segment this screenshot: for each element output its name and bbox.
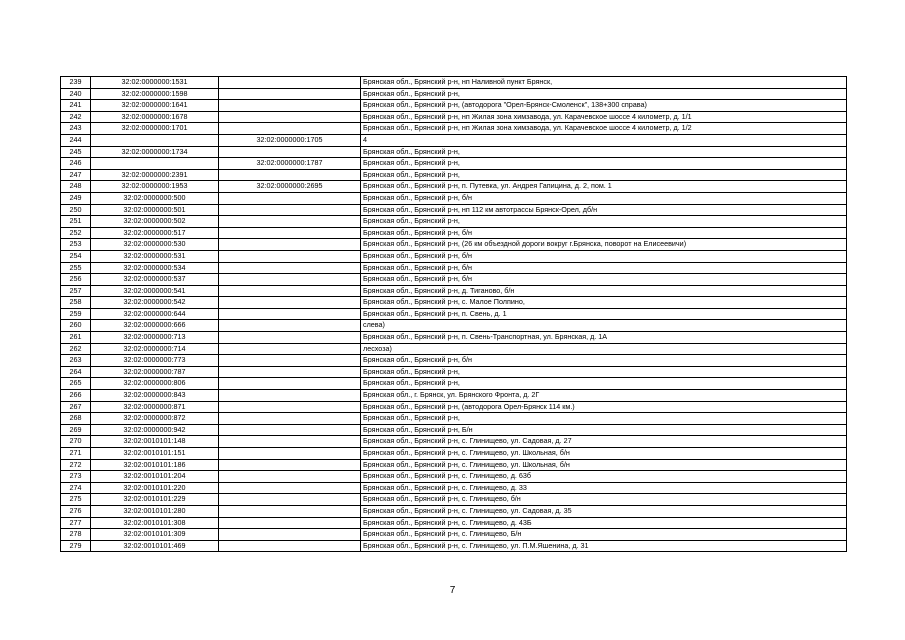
cadastral-number-cell: 32:02:0010101:308 [91,517,219,529]
row-number-cell: 277 [61,517,91,529]
cadastral-number-cell: 32:02:0000000:714 [91,343,219,355]
cadastral-number-2-cell [219,100,361,112]
cadastral-number-cell: 32:02:0010101:151 [91,448,219,460]
address-cell: Брянская обл., Брянский р-н, б/н [361,355,847,367]
row-number-cell: 267 [61,401,91,413]
cadastral-number-cell: 32:02:0000000:713 [91,332,219,344]
cadastral-number-cell: 32:02:0010101:229 [91,494,219,506]
cadastral-number-2-cell [219,459,361,471]
table-row [61,459,847,471]
address-cell: Брянская обл., Брянский р-н, [361,378,847,390]
cadastral-number-2-cell [219,332,361,344]
table-row [61,111,847,123]
row-number-cell: 263 [61,355,91,367]
table-row [61,77,847,89]
address-cell: слева) [361,320,847,332]
address-cell: Брянская обл., Брянский р-н, [361,146,847,158]
row-number-cell: 260 [61,320,91,332]
cadastral-number-2-cell [219,424,361,436]
table-row [61,378,847,390]
cadastral-number-cell: 32:02:0000000:872 [91,413,219,425]
address-cell: Брянская обл., Брянский р-н, б/н [361,250,847,262]
row-number-cell: 240 [61,88,91,100]
row-number-cell: 259 [61,308,91,320]
cadastral-number-cell [91,158,219,170]
cadastral-number-2-cell: 32:02:0000000:2695 [219,181,361,193]
table-row [61,505,847,517]
address-cell: Брянская обл., Брянский р-н, б/н [361,274,847,286]
row-number-cell: 252 [61,227,91,239]
cadastral-number-cell: 32:02:0000000:1953 [91,181,219,193]
cadastral-number-2-cell [219,366,361,378]
row-number-cell: 247 [61,169,91,181]
address-cell: Брянская обл., Брянский р-н, б/н [361,227,847,239]
address-cell: 4 [361,134,847,146]
cadastral-number-2-cell [219,505,361,517]
address-cell: Брянская обл., Брянский р-н, нп Жилая зона химзавода, ул. Карачевское шоссе 4 километр, д. 1/1 [361,111,847,123]
table-row [61,88,847,100]
cadastral-number-2-cell [219,77,361,89]
table-row [61,343,847,355]
address-cell: Брянская обл., Брянский р-н, нп Наливной пункт Брянск, [361,77,847,89]
table-row [61,320,847,332]
table-body [61,77,847,552]
cadastral-number-cell: 32:02:0000000:530 [91,239,219,251]
row-number-cell: 251 [61,216,91,228]
cadastral-number-2-cell [219,169,361,181]
cadastral-number-cell: 32:02:0010101:309 [91,529,219,541]
cadastral-number-cell: 32:02:0000000:500 [91,192,219,204]
address-cell: Брянская обл., Брянский р-н, нп 112 км автотрассы Брянск-Орел, дб/н [361,204,847,216]
cadastral-number-cell: 32:02:0000000:1734 [91,146,219,158]
table-row [61,448,847,460]
cadastral-number-2-cell [219,192,361,204]
address-cell: Брянская обл., Брянский р-н, с. Глинищево, д. 63б [361,471,847,483]
row-number-cell: 249 [61,192,91,204]
cadastral-number-2-cell: 32:02:0000000:1705 [219,134,361,146]
address-cell: Брянская обл., Брянский р-н, с. Глинищево, ул. П.М.Яшенина, д. 31 [361,540,847,552]
address-cell: Брянская обл., Брянский р-н, с. Глинищево, ул. Школьная, б/н [361,448,847,460]
row-number-cell: 241 [61,100,91,112]
table-row [61,204,847,216]
address-cell: Брянская обл., Брянский р-н, [361,216,847,228]
cadastral-number-cell: 32:02:0000000:773 [91,355,219,367]
address-cell: Брянская обл., Брянский р-н, с. Малое Полпино, [361,297,847,309]
cadastral-number-2-cell [219,111,361,123]
address-cell: Брянская обл., Брянский р-н, [361,158,847,170]
cadastral-number-cell: 32:02:0000000:537 [91,274,219,286]
address-cell: Брянская обл., г. Брянск, ул. Брянского Фронта, д. 2Г [361,390,847,402]
cadastral-number-2-cell [219,517,361,529]
cadastral-number-cell: 32:02:0000000:942 [91,424,219,436]
cadastral-number-2-cell [219,401,361,413]
row-number-cell: 253 [61,239,91,251]
cadastral-number-2-cell [219,274,361,286]
cadastral-number-2-cell [219,529,361,541]
address-cell: Брянская обл., Брянский р-н, с. Глинищево, ул. Садовая, д. 27 [361,436,847,448]
cadastral-number-2-cell [219,297,361,309]
address-cell: Брянская обл., Брянский р-н, [361,88,847,100]
cadastral-number-cell: 32:02:0000000:541 [91,285,219,297]
address-cell: Брянская обл., Брянский р-н, п. Свень, д. 1 [361,308,847,320]
table-row [61,436,847,448]
cadastral-number-2-cell [219,494,361,506]
table-row [61,134,847,146]
table-row [61,285,847,297]
cadastral-number-2-cell: 32:02:0000000:1787 [219,158,361,170]
cadastral-number-2-cell [219,390,361,402]
cadastral-number-cell: 32:02:0010101:148 [91,436,219,448]
address-cell: Брянская обл., Брянский р-н, п. Свень-Транспортная, ул. Брянская, д. 1А [361,332,847,344]
cadastral-number-2-cell [219,285,361,297]
cadastral-number-2-cell [219,320,361,332]
row-number-cell: 264 [61,366,91,378]
cadastral-number-2-cell [219,239,361,251]
address-cell: Брянская обл., Брянский р-н, [361,413,847,425]
row-number-cell: 254 [61,250,91,262]
table-row [61,308,847,320]
table-row [61,355,847,367]
row-number-cell: 279 [61,540,91,552]
cadastral-number-2-cell [219,413,361,425]
row-number-cell: 266 [61,390,91,402]
row-number-cell: 262 [61,343,91,355]
address-cell: Брянская обл., Брянский р-н, нп Жилая зона химзавода, ул. Карачевское шоссе 4 километр, д. 1/2 [361,123,847,135]
cadastral-number-cell: 32:02:0010101:469 [91,540,219,552]
row-number-cell: 250 [61,204,91,216]
row-number-cell: 265 [61,378,91,390]
row-number-cell: 272 [61,459,91,471]
cadastral-number-cell: 32:02:0000000:502 [91,216,219,228]
table-row [61,297,847,309]
address-cell: Брянская обл., Брянский р-н, с. Глинищево, д. 43Б [361,517,847,529]
row-number-cell: 275 [61,494,91,506]
row-number-cell: 261 [61,332,91,344]
table-row [61,239,847,251]
cadastral-number-cell: 32:02:0000000:501 [91,204,219,216]
address-cell: Брянская обл., Брянский р-н, [361,366,847,378]
table-row [61,181,847,193]
cadastral-number-cell: 32:02:0000000:1531 [91,77,219,89]
cadastral-number-2-cell [219,308,361,320]
cadastral-number-2-cell [219,216,361,228]
address-cell: Брянская обл., Брянский р-н, (автодорога Орел-Брянск 114 км.) [361,401,847,413]
cadastral-number-cell: 32:02:0000000:787 [91,366,219,378]
row-number-cell: 244 [61,134,91,146]
cadastral-number-cell: 32:02:0000000:1641 [91,100,219,112]
address-cell: Брянская обл., Брянский р-н, с. Глинищево, б/н [361,494,847,506]
address-cell: Брянская обл., Брянский р-н, (26 км объездной дороги вокруг г.Брянска, поворот на Елисеевичи) [361,239,847,251]
cadastral-number-cell: 32:02:0000000:1598 [91,88,219,100]
cadastral-number-2-cell [219,250,361,262]
cadastral-number-cell: 32:02:0000000:531 [91,250,219,262]
cadastral-number-cell: 32:02:0000000:843 [91,390,219,402]
cadastral-number-cell: 32:02:0010101:204 [91,471,219,483]
address-cell: лесхоза) [361,343,847,355]
row-number-cell: 258 [61,297,91,309]
table-row [61,123,847,135]
cadastral-number-cell: 32:02:0000000:542 [91,297,219,309]
cadastral-number-cell: 32:02:0010101:280 [91,505,219,517]
page-number: 7 [449,585,456,596]
table-row [61,413,847,425]
cadastral-number-cell: 32:02:0000000:1701 [91,123,219,135]
cadastral-number-cell [91,134,219,146]
row-number-cell: 255 [61,262,91,274]
table-row [61,424,847,436]
cadastral-number-2-cell [219,262,361,274]
cadastral-number-cell: 32:02:0000000:534 [91,262,219,274]
row-number-cell: 270 [61,436,91,448]
table-row [61,401,847,413]
table-row [61,227,847,239]
table-row [61,169,847,181]
cadastral-number-cell: 32:02:0010101:186 [91,459,219,471]
cadastral-number-2-cell [219,88,361,100]
table-row [61,250,847,262]
cadastral-number-2-cell [219,436,361,448]
cadastral-number-cell: 32:02:0000000:806 [91,378,219,390]
row-number-cell: 273 [61,471,91,483]
table-row [61,192,847,204]
cadastral-number-cell: 32:02:0000000:666 [91,320,219,332]
table-row [61,332,847,344]
table-row [61,100,847,112]
row-number-cell: 248 [61,181,91,193]
address-cell: Брянская обл., Брянский р-н, с. Глинищево, д. 33 [361,482,847,494]
cadastral-number-cell: 32:02:0000000:871 [91,401,219,413]
table-row [61,471,847,483]
cadastral-number-2-cell [219,471,361,483]
cadastral-number-cell: 32:02:0010101:220 [91,482,219,494]
table-row [61,482,847,494]
table-row [61,540,847,552]
address-cell: Брянская обл., Брянский р-н, с. Глинищево, Б/н [361,529,847,541]
row-number-cell: 243 [61,123,91,135]
row-number-cell: 256 [61,274,91,286]
row-number-cell: 242 [61,111,91,123]
cadastral-number-cell: 32:02:0000000:644 [91,308,219,320]
address-cell: Брянская обл., Брянский р-н, с. Глинищево, ул. Школьная, б/н [361,459,847,471]
cadastral-number-2-cell [219,482,361,494]
table-row [61,146,847,158]
row-number-cell: 278 [61,529,91,541]
table-row [61,274,847,286]
address-cell: Брянская обл., Брянский р-н, д. Тиганово, б/н [361,285,847,297]
row-number-cell: 271 [61,448,91,460]
cadastral-table [60,76,847,552]
table-row [61,494,847,506]
cadastral-number-2-cell [219,343,361,355]
cadastral-number-cell: 32:02:0000000:2391 [91,169,219,181]
address-cell: Брянская обл., Брянский р-н, с. Глинищево, ул. Садовая, д. 35 [361,505,847,517]
address-cell: Брянская обл., Брянский р-н, (автодорога "Орел-Брянск-Смоленск", 138+300 справа) [361,100,847,112]
row-number-cell: 246 [61,158,91,170]
row-number-cell: 239 [61,77,91,89]
table-row [61,517,847,529]
cadastral-number-cell: 32:02:0000000:517 [91,227,219,239]
row-number-cell: 245 [61,146,91,158]
row-number-cell: 257 [61,285,91,297]
cadastral-number-2-cell [219,146,361,158]
address-cell: Брянская обл., Брянский р-н, [361,169,847,181]
table-row [61,158,847,170]
cadastral-number-2-cell [219,123,361,135]
table-row [61,390,847,402]
cadastral-number-2-cell [219,540,361,552]
table-row [61,216,847,228]
row-number-cell: 268 [61,413,91,425]
address-cell: Брянская обл., Брянский р-н, б/н [361,192,847,204]
table-row [61,366,847,378]
row-number-cell: 269 [61,424,91,436]
cadastral-number-2-cell [219,227,361,239]
row-number-cell: 274 [61,482,91,494]
address-cell: Брянская обл., Брянский р-н, б/н [361,262,847,274]
address-cell: Брянская обл., Брянский р-н, Б/н [361,424,847,436]
cadastral-number-cell: 32:02:0000000:1678 [91,111,219,123]
table-row [61,529,847,541]
cadastral-number-2-cell [219,204,361,216]
table-row [61,262,847,274]
row-number-cell: 276 [61,505,91,517]
cadastral-number-2-cell [219,355,361,367]
cadastral-number-2-cell [219,378,361,390]
cadastral-number-2-cell [219,448,361,460]
address-cell: Брянская обл., Брянский р-н, п. Путевка, ул. Андрея Гапицина, д. 2, пом. 1 [361,181,847,193]
